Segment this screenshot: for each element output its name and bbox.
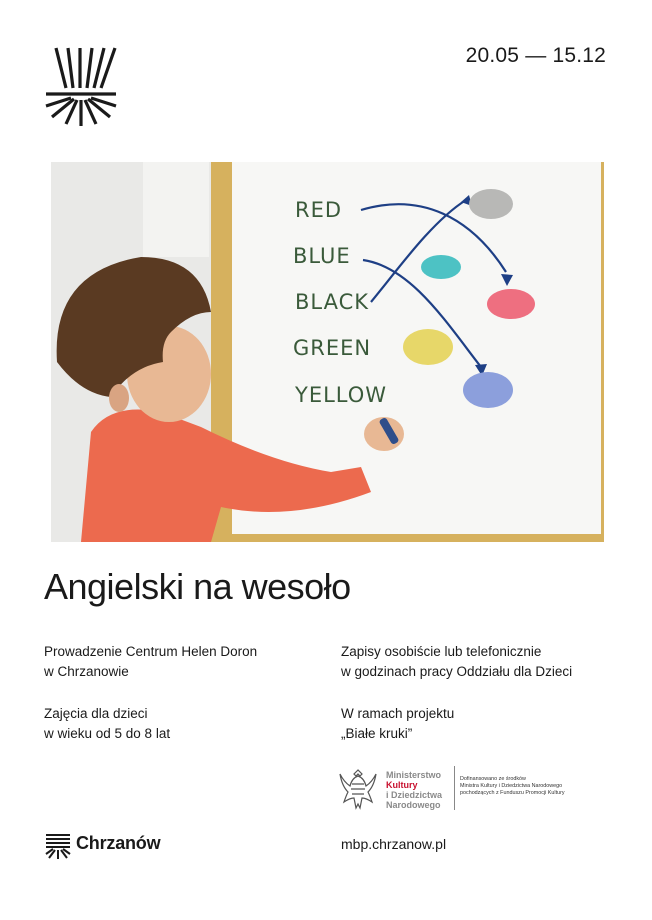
registration-line-2: w godzinach pracy Oddziału dla Dzieci: [341, 664, 573, 679]
organizer-info: [44, 642, 257, 682]
eagle-emblem-icon: [338, 764, 378, 812]
library-logo-icon: [44, 44, 118, 128]
audience-line-2: w wieku od 5 do 8 lat: [44, 726, 171, 741]
registration-line-1: Zapisy osobiście lub telefonicznie: [341, 644, 542, 659]
ministry-name-2: Kultury: [386, 780, 418, 790]
ministry-name-4: Narodowego: [386, 800, 441, 810]
audience-info: [44, 704, 170, 744]
organizer-line-2: w Chrzanowie: [44, 664, 129, 679]
funding-line-3: pochodzących z Funduszu Promocji Kultury: [460, 790, 565, 796]
board-word-black: BLACK: [295, 290, 370, 314]
registration-info: [341, 642, 572, 682]
project-line-1: W ramach projektu: [341, 706, 455, 721]
funding-line-1: Dofinansowano ze środków: [460, 776, 526, 782]
funding-note: [460, 776, 600, 797]
organizer-line-1: Prowadzenie Centrum Helen Doron: [44, 644, 258, 659]
event-title: Angielski na wesoło: [44, 566, 351, 607]
ministry-divider: [454, 766, 455, 810]
date-range: 20.05 — 15.12: [465, 44, 606, 67]
ministry-name-3: i Dziedzictwa: [386, 790, 443, 800]
project-line-2: „Białe kruki”: [341, 726, 413, 741]
ministry-name-1: Ministerstwo: [386, 770, 442, 780]
board-word-yellow: YELLOW: [295, 383, 388, 407]
website-link[interactable]: mbp.chrzanow.pl: [341, 836, 447, 852]
door-panel: [143, 162, 209, 257]
project-info: [341, 704, 454, 744]
chrzanow-logo-icon: [44, 832, 72, 860]
audience-line-1: Zajęcia dla dzieci: [44, 706, 148, 721]
board-word-green: GREEN: [293, 336, 372, 360]
funding-line-2: Ministra Kultury i Dziedzictwa Narodowego: [460, 783, 563, 789]
photo-boy-at-whiteboard: [51, 162, 604, 542]
ministry-name: [386, 770, 442, 810]
ministry-logo: [338, 764, 598, 816]
boy-ear: [109, 384, 129, 412]
board-word-red: RED: [295, 198, 343, 222]
footer-city-name: Chrzanów: [76, 833, 161, 853]
board-word-blue: BLUE: [293, 244, 351, 268]
